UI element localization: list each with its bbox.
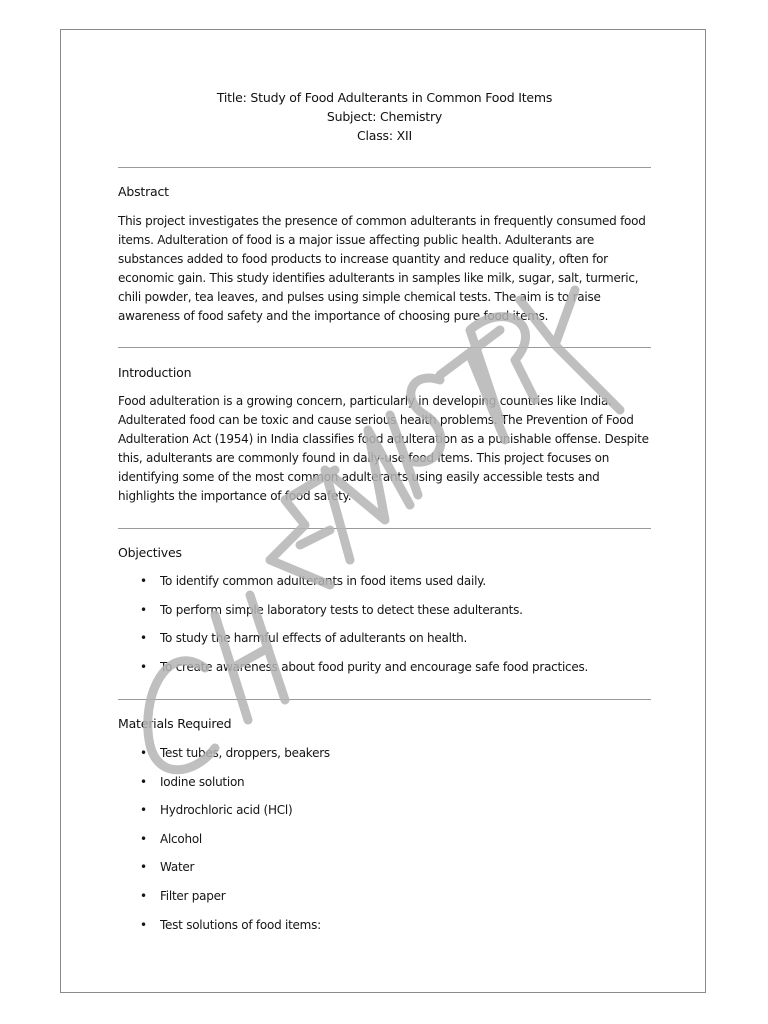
- objectives-heading: Objectives: [118, 545, 182, 560]
- list-item: • Iodine solution: [118, 774, 651, 790]
- abstract-body: This project investigates the presence of common adulterants in frequently consumed food items. Adulteration of food is a major issue affecting public health. Adulterants are substances added to food products to increase quantity and reduce quality, often for economic gain. This study identifies adulterants in samples like milk, sugar, salt, turmeric, chili powder, tea leaves, and pulses using simple chemical tests. The aim is to raise awareness of food safety and the importance of choosing pure food items.: [118, 214, 646, 323]
- list-item: • Filter paper: [118, 888, 651, 904]
- title-block: [118, 88, 651, 145]
- introduction-body: Food adulteration is a growing concern, particularly in developing countries like India. Adulterated food can be toxic and cause serious health problems. The Prevention of Food Adulteration Act (1954) in India classifies food adulteration as a punishable offense. Despite this, adulterants are commonly found in daily-use food items. This project focuses on identifying some of the most common adulterants using easily accessible tests and highlights the importance of food safety.: [118, 394, 649, 503]
- list-item: • To perform simple laboratory tests to detect these adulterants.: [118, 602, 651, 618]
- subject-line: [118, 107, 651, 126]
- subject-label: Subject: [326, 109, 373, 124]
- list-item: • Hydrochloric acid (HCl): [118, 802, 651, 818]
- abstract-heading: Abstract: [118, 184, 169, 199]
- list-item: • Test solutions of food items:: [118, 917, 651, 933]
- section-divider: [118, 347, 651, 348]
- list-item: • Water: [118, 859, 651, 875]
- title-value: Study of Food Adulterants in Common Food Items: [250, 90, 553, 105]
- list-item: • To create awareness about food purity and encourage safe food practices.: [118, 659, 651, 675]
- materials-heading: Materials Required: [118, 716, 232, 731]
- section-divider: [118, 528, 651, 529]
- list-item: • To identify common adulterants in food items used daily.: [118, 573, 651, 589]
- list-item: • To study the harmful effects of adulterants on health.: [118, 630, 651, 646]
- subject-value: : Chemistry: [372, 109, 443, 124]
- title-label: Title:: [216, 90, 247, 105]
- class-value: XII: [396, 128, 413, 143]
- class-line: [118, 126, 651, 145]
- class-label: Class:: [356, 128, 393, 143]
- introduction-heading: Introduction: [118, 365, 192, 380]
- section-divider: [118, 167, 651, 168]
- materials-list: [118, 745, 651, 945]
- document-page: [60, 29, 706, 993]
- section-divider: [118, 699, 651, 700]
- objectives-list: [118, 573, 651, 687]
- list-item: • Alcohol: [118, 831, 651, 847]
- list-item: • Test tubes, droppers, beakers: [118, 745, 651, 761]
- title-line: [118, 88, 651, 107]
